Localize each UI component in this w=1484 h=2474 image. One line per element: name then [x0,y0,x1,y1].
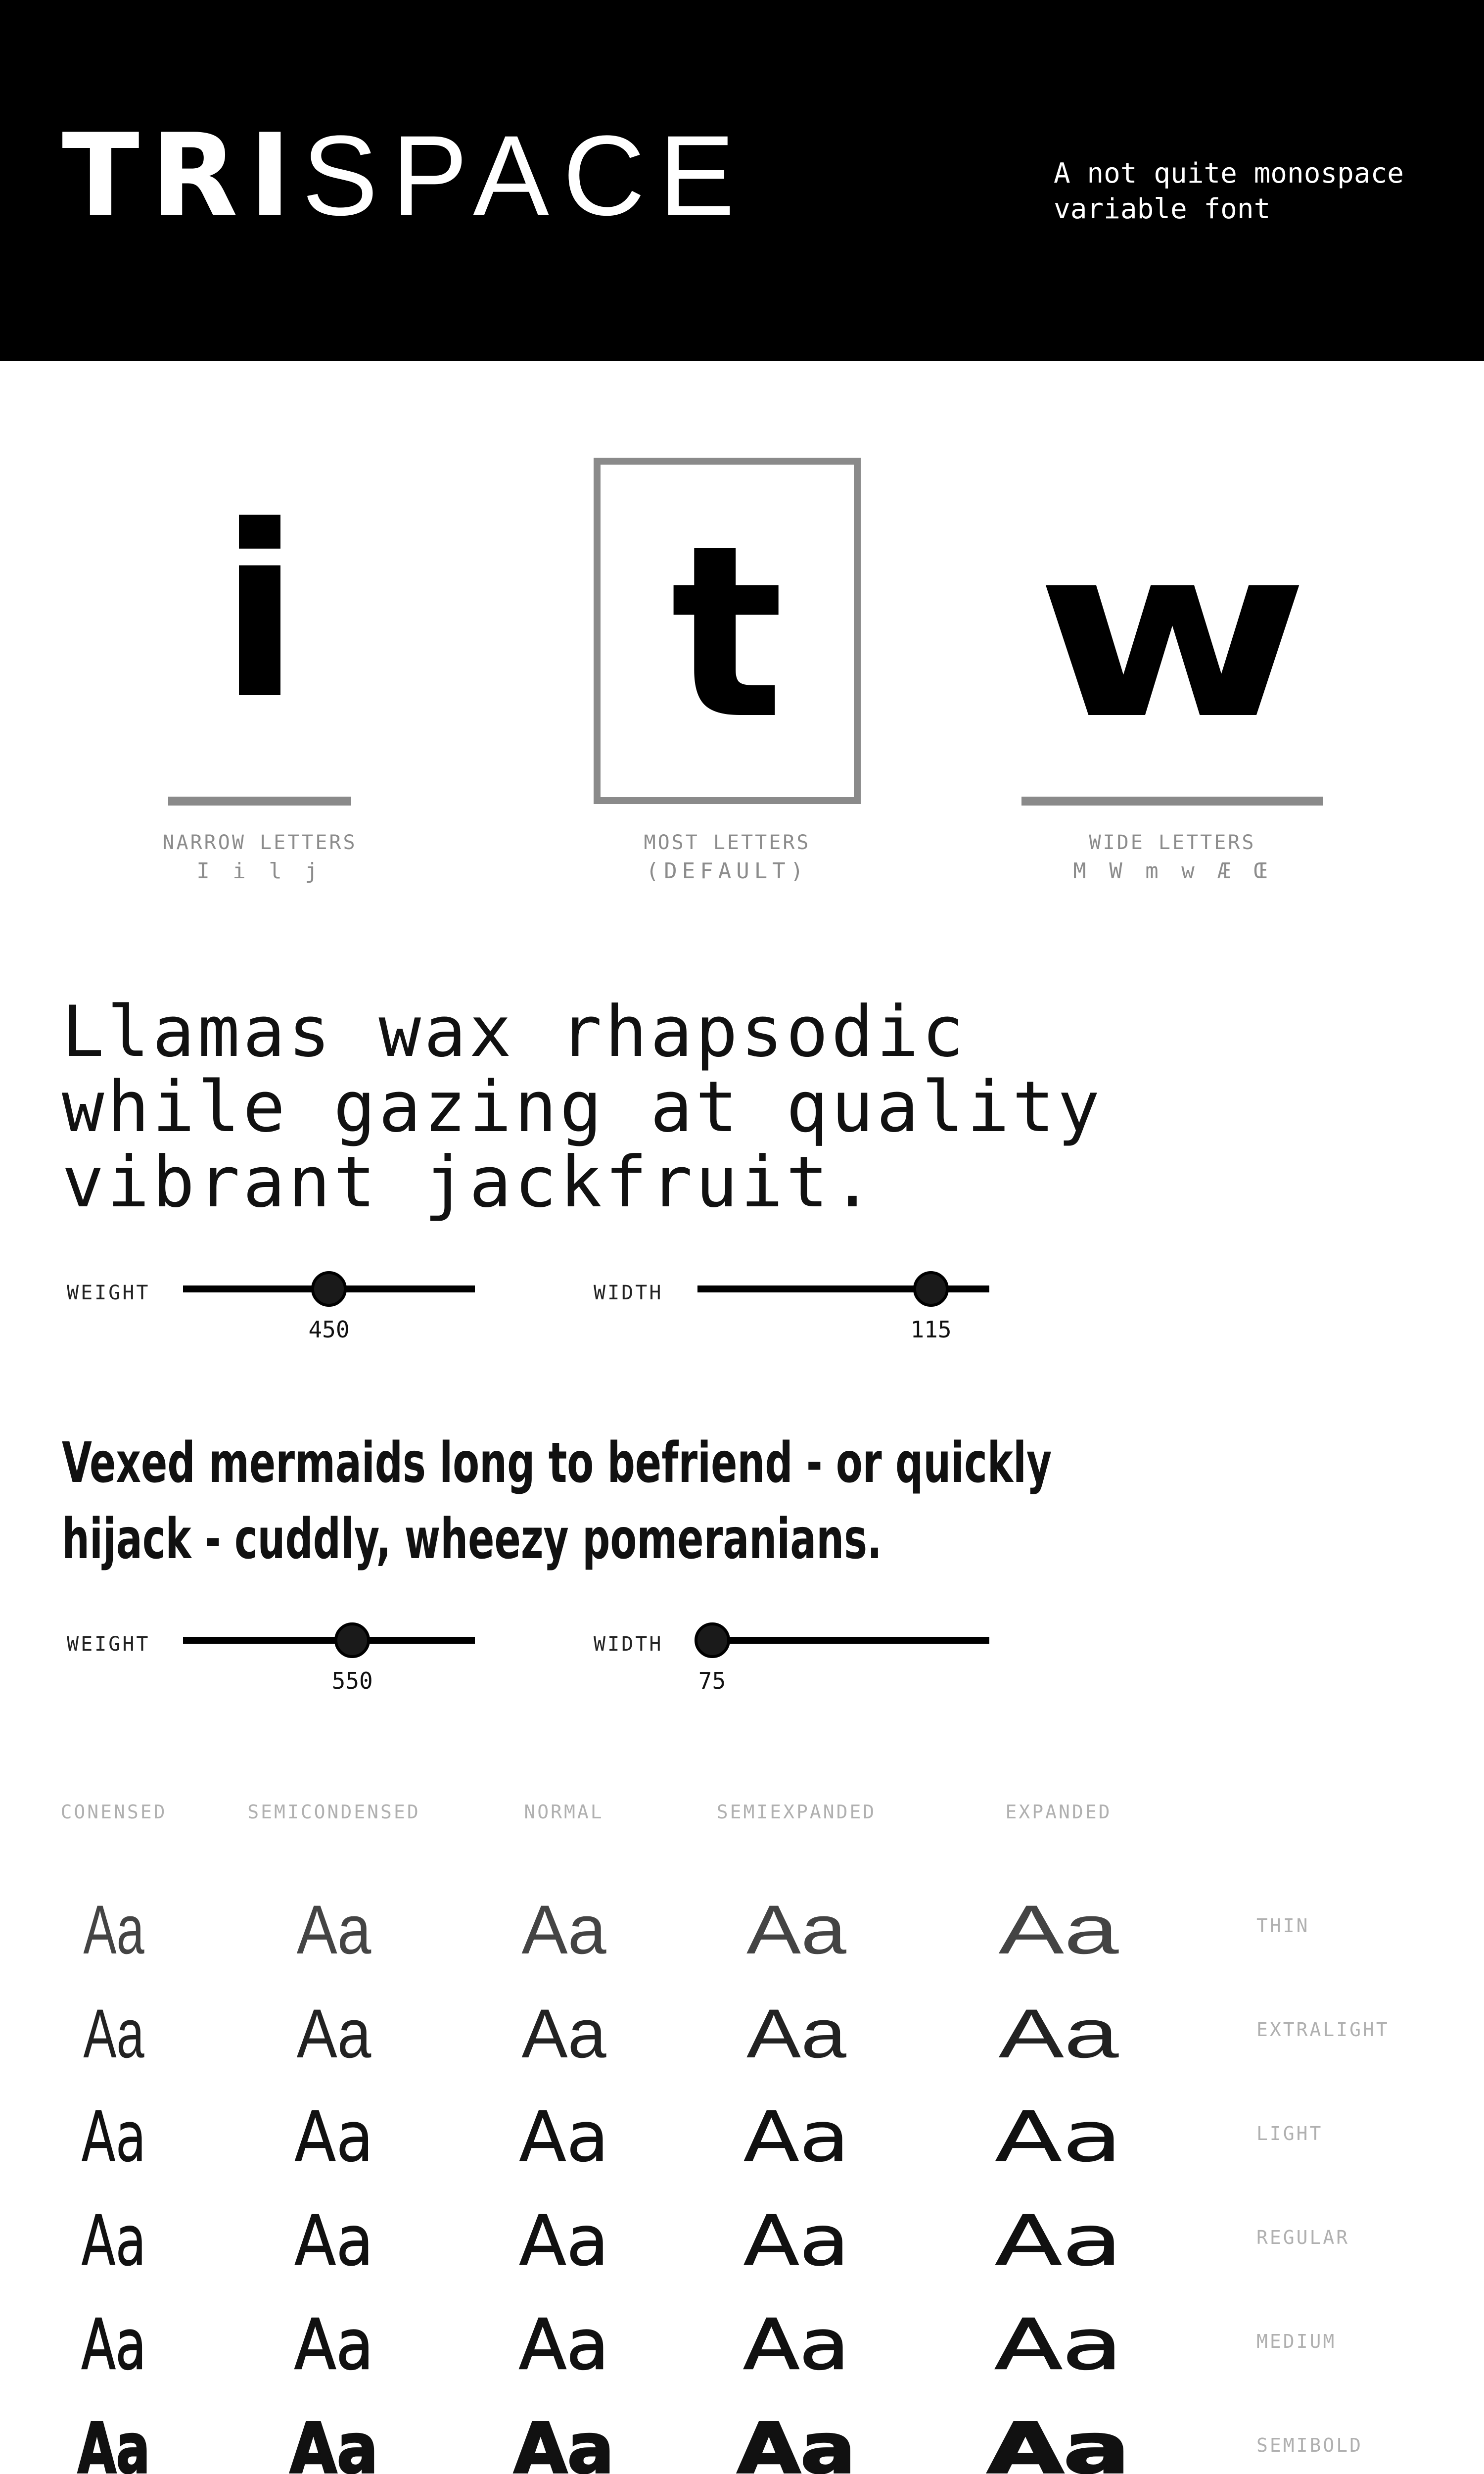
logo-bold: TRI [62,110,302,242]
default-label: MOST LETTERS [644,831,811,854]
p1-weight-label: WEIGHT [67,1282,150,1304]
grid-sample: Aa [998,1891,1119,1968]
grid-sample: Aa [995,2097,1122,2178]
p2-width-slider[interactable] [697,1637,989,1694]
weight-width-grid [0,1801,1484,2474]
grid-sample: Aa [998,1995,1119,2072]
tagline [1054,156,1404,227]
grid-sample: Aa [995,2305,1122,2385]
grid-sample: Aa [737,2409,856,2474]
pangram-2-line-1: Vexed mermaids long to befriend - or quickly [62,1431,1052,1495]
grid-sample: Aa [519,2201,609,2282]
grid-column-header: SEMIEXPANDED [716,1801,877,1823]
grid-sample: Aa [995,2201,1122,2282]
p1-width-value: 115 [910,1316,952,1343]
narrow-label: NARROW LETTERS [162,831,357,854]
grid-sample: Aa [289,2409,378,2474]
grid-sample: Aa [519,2097,609,2178]
grid-column-header: EXPANDED [1005,1801,1112,1823]
grid-sample: Aa [743,2305,850,2385]
wide-glyph: w [1035,495,1310,771]
wide-label: WIDE LETTERS [1089,831,1256,854]
tagline-line-1: A not quite monospace [1054,157,1404,190]
p2-weight-knob[interactable] [334,1622,370,1658]
p1-width-slider[interactable] [697,1285,989,1343]
p2-width-track [697,1637,989,1644]
pangram-1-line-3: vibrant jackfruit. [62,1142,877,1223]
grid-column-header: NORMAL [524,1801,604,1823]
p2-width-value: 75 [698,1667,726,1694]
p2-weight-track [183,1637,475,1644]
grid-sample: Aa [294,2201,373,2282]
p1-width-knob[interactable] [913,1271,949,1307]
grid-sample: Aa [521,1891,606,1968]
grid-column-header: SEMICONDENSED [247,1801,420,1823]
p1-weight-knob[interactable] [311,1271,347,1307]
grid-row-header: EXTRALIGHT [1256,2019,1390,2041]
tagline-line-2: variable font [1054,193,1271,225]
narrow-glyph: i [219,475,301,752]
pangram-1 [62,991,1447,1223]
grid-column-header: CONENSED [60,1801,167,1823]
wide-examples: M W m w Æ Œ [1073,858,1272,884]
default-examples: (DEFAULT) [646,858,809,884]
grid-sample: Aa [746,1891,847,1968]
grid-row-header: REGULAR [1256,2227,1350,2248]
grid-sample: Aa [81,2201,146,2282]
grid-row-header: THIN [1256,1915,1310,1937]
grid-sample: Aa [743,2201,850,2282]
pangram-2 [62,1425,1142,1577]
grid-sample: Aa [296,1891,371,1968]
grid-sample: Aa [513,2409,614,2474]
grid-sample: Aa [746,1995,847,2072]
p2-width-label: WIDTH [594,1633,663,1656]
grid-sample: Aa [83,1995,144,2072]
p1-weight-slider[interactable] [183,1285,475,1343]
header [0,0,1484,361]
grid-sample: Aa [81,2305,146,2385]
grid-sample: Aa [987,2409,1130,2474]
grid-sample: Aa [519,2305,609,2385]
p2-weight-value: 550 [331,1667,373,1694]
p2-width-knob[interactable] [695,1622,730,1658]
pangram-1-line-1: Llamas wax rhapsodic [62,991,967,1073]
logo [62,110,749,242]
grid-sample: Aa [521,1995,606,2072]
grid-sample: Aa [296,1995,371,2072]
grid-sample: Aa [83,1891,144,1968]
grid-row-header: LIGHT [1256,2123,1323,2144]
grid-sample: Aa [77,2409,150,2474]
p2-weight-slider[interactable] [183,1637,475,1694]
wide-underline [1021,797,1323,806]
logo-light: SPACE [302,112,749,239]
grid-sample: Aa [743,2097,850,2178]
pangram-1-line-2: while gazing at quality [62,1066,1103,1148]
p1-weight-value: 450 [308,1316,350,1343]
grid-sample: Aa [81,2097,146,2178]
grid-row-header: MEDIUM [1256,2331,1337,2352]
narrow-underline [168,797,351,806]
default-glyph: t [670,495,784,771]
grid-row-header: SEMIBOLD [1256,2434,1363,2456]
grid-sample: Aa [294,2305,373,2385]
p1-width-label: WIDTH [594,1282,663,1304]
grid-sample: Aa [294,2097,373,2178]
narrow-examples: I i l j [196,858,323,884]
p2-weight-label: WEIGHT [67,1633,150,1656]
pangram-2-line-2: hijack - cuddly, wheezy pomeranians. [62,1507,882,1571]
